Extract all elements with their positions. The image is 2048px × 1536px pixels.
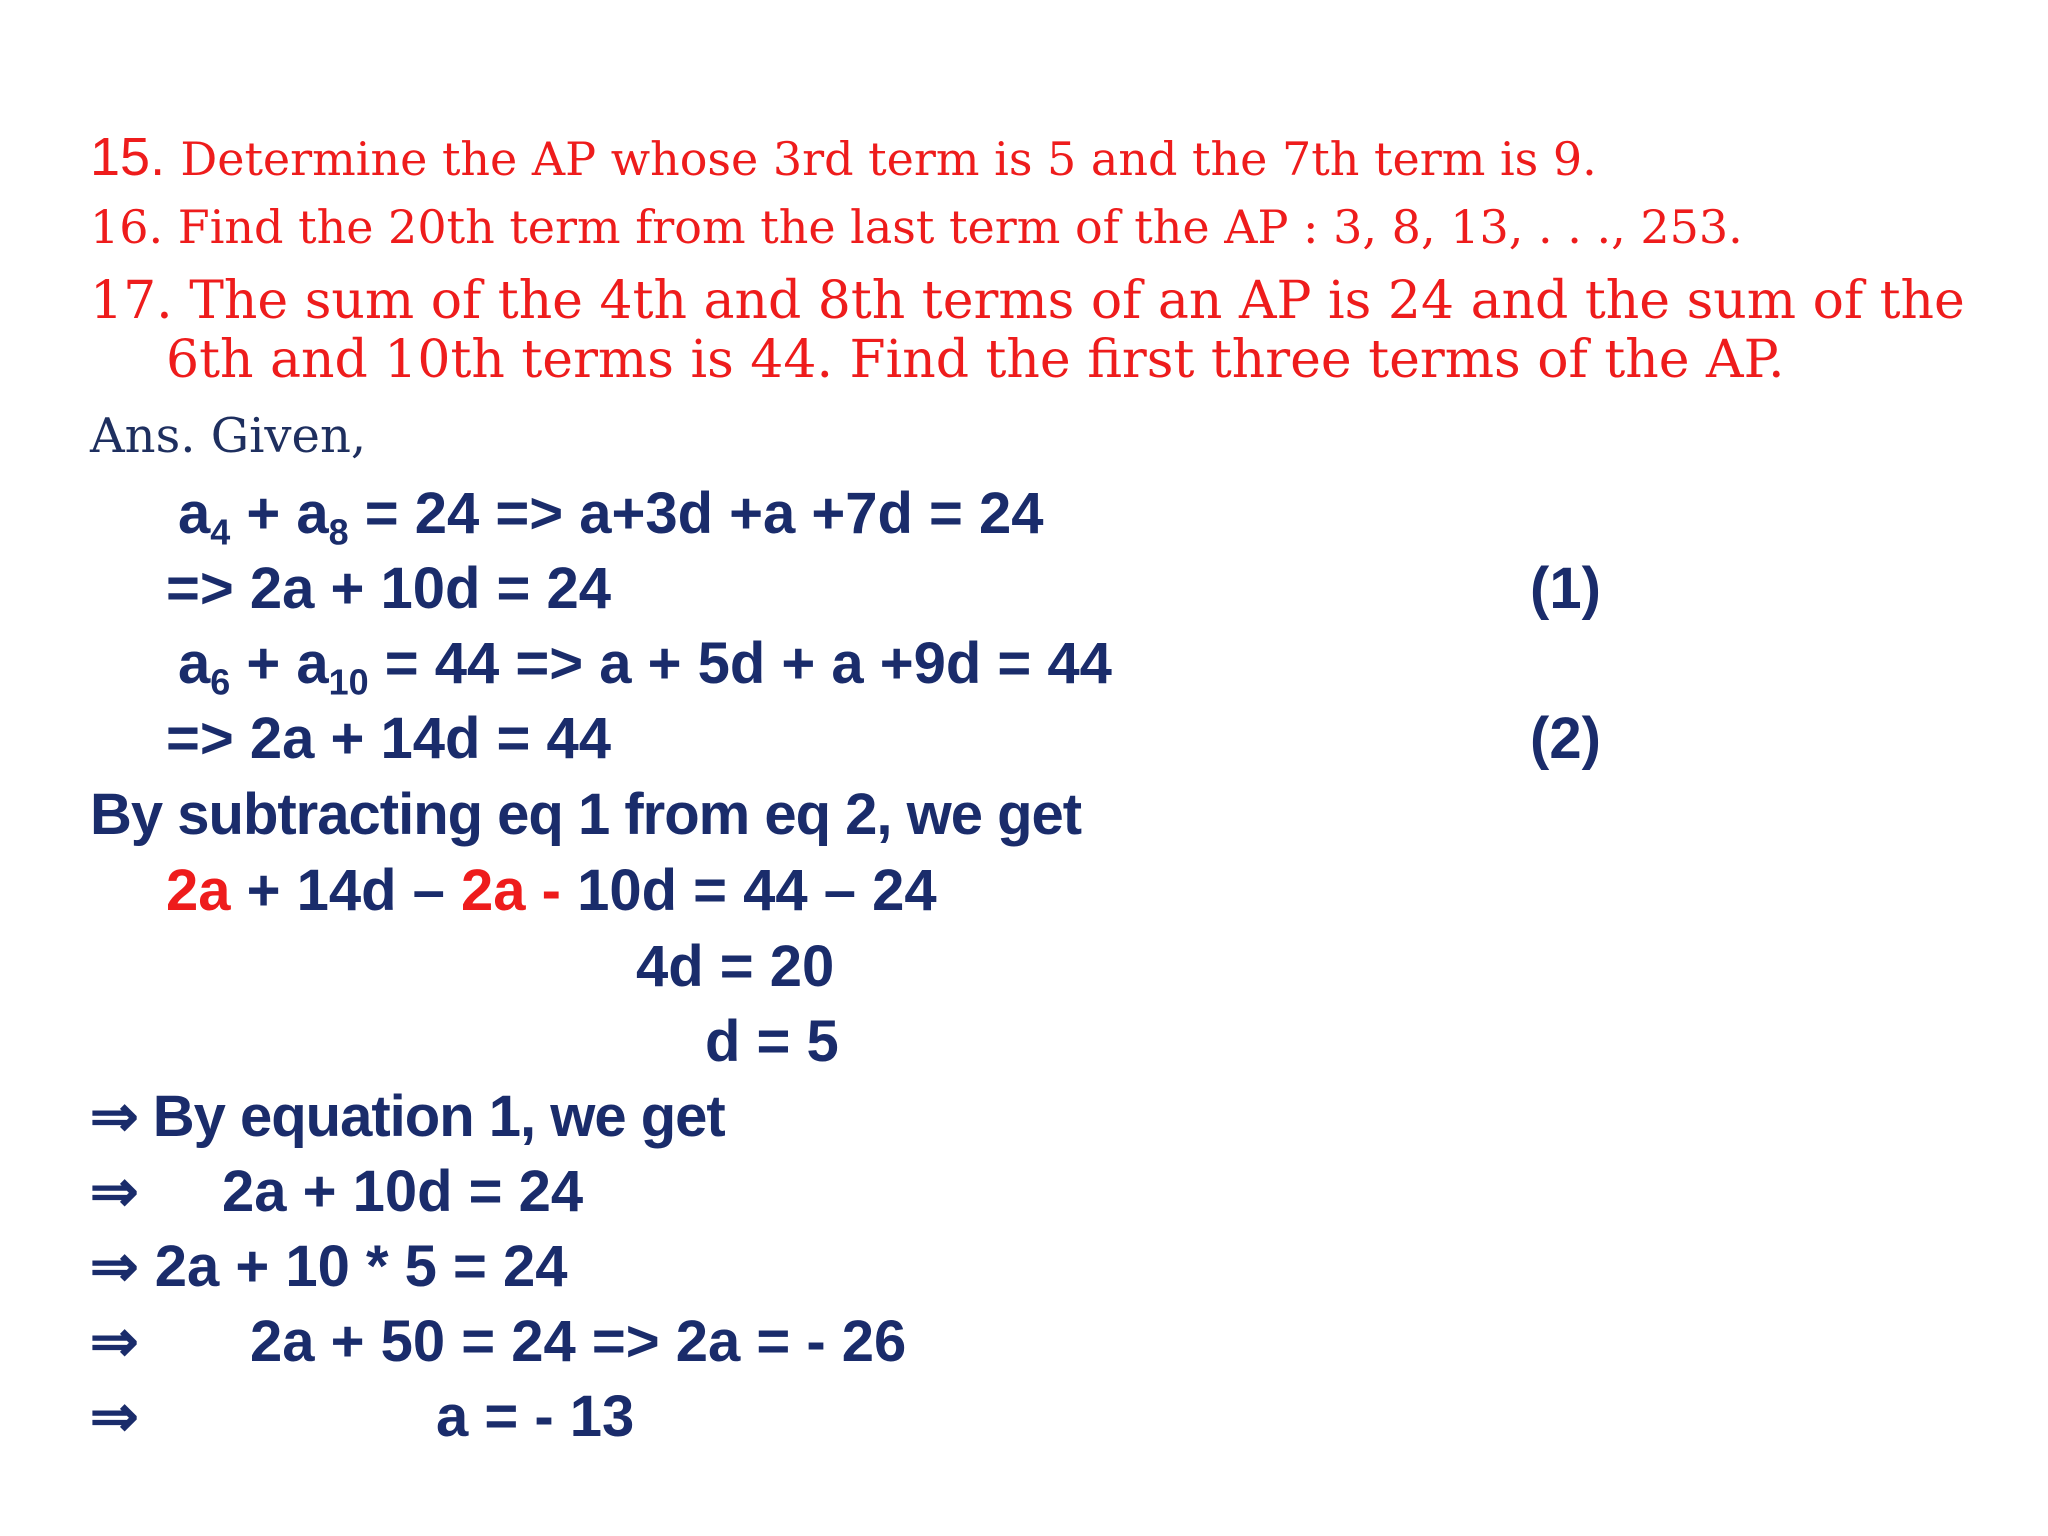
equation-a4-a8: $a_4 + a_8 = 24 => a+3d +a +7d = 24$ — [178, 481, 1044, 553]
step-s3: 2a + 50 = 24 => 2a = - 26 — [250, 1309, 907, 1374]
step-4d: 4d = 20 — [636, 934, 835, 999]
equation-1-heading: ⇒ By equation 1, we get — [90, 1084, 725, 1149]
step-d: d = 5 — [705, 1009, 839, 1074]
question-15-number: 15. — [90, 127, 166, 187]
step-s1: 2a + 10d = 24 — [222, 1159, 584, 1224]
step-s4: a = - 13 — [436, 1384, 635, 1449]
question-16: 16. Find the 20th term from the last term of the AP : 3, 8, 13, . . ., 253. — [90, 200, 1743, 254]
subtract-heading: By subtracting eq 1 from eq 2, we get — [90, 782, 1082, 847]
step-s2: ⇒ 2a + 10 * 5 = 24 — [90, 1234, 568, 1299]
question-15-text: Determine the AP whose 3rd term is 5 and the 7th term is 9. — [180, 132, 1597, 186]
question-17-line-2: 6th and 10th terms is 44. Find the first three terms of the AP. — [166, 330, 1785, 390]
question-15 — [90, 127, 1597, 187]
implies-arrow-1: ⇒ — [90, 1159, 139, 1224]
equation-1: => 2a + 10d = 24 — [166, 556, 612, 621]
question-17-line-1: 17. The sum of the 4th and 8th terms of an AP is 24 and the sum of the — [90, 271, 1965, 331]
equation-1-tag: (1) — [1530, 556, 1601, 621]
answer-heading: Ans. Given, — [90, 408, 367, 464]
subtraction-line: 2a + 14d – 2a - 10d = 44 – 24 — [166, 858, 937, 923]
implies-arrow-3: ⇒ — [90, 1309, 139, 1374]
equation-2: => 2a + 14d = 44 — [166, 706, 612, 771]
equation-2-tag: (2) — [1530, 706, 1601, 771]
equation-a6-a10: $a_6 + a_{10} = 44 => a + 5d + a +9d = 44$ — [178, 631, 1112, 703]
implies-arrow-4: ⇒ — [90, 1384, 139, 1449]
